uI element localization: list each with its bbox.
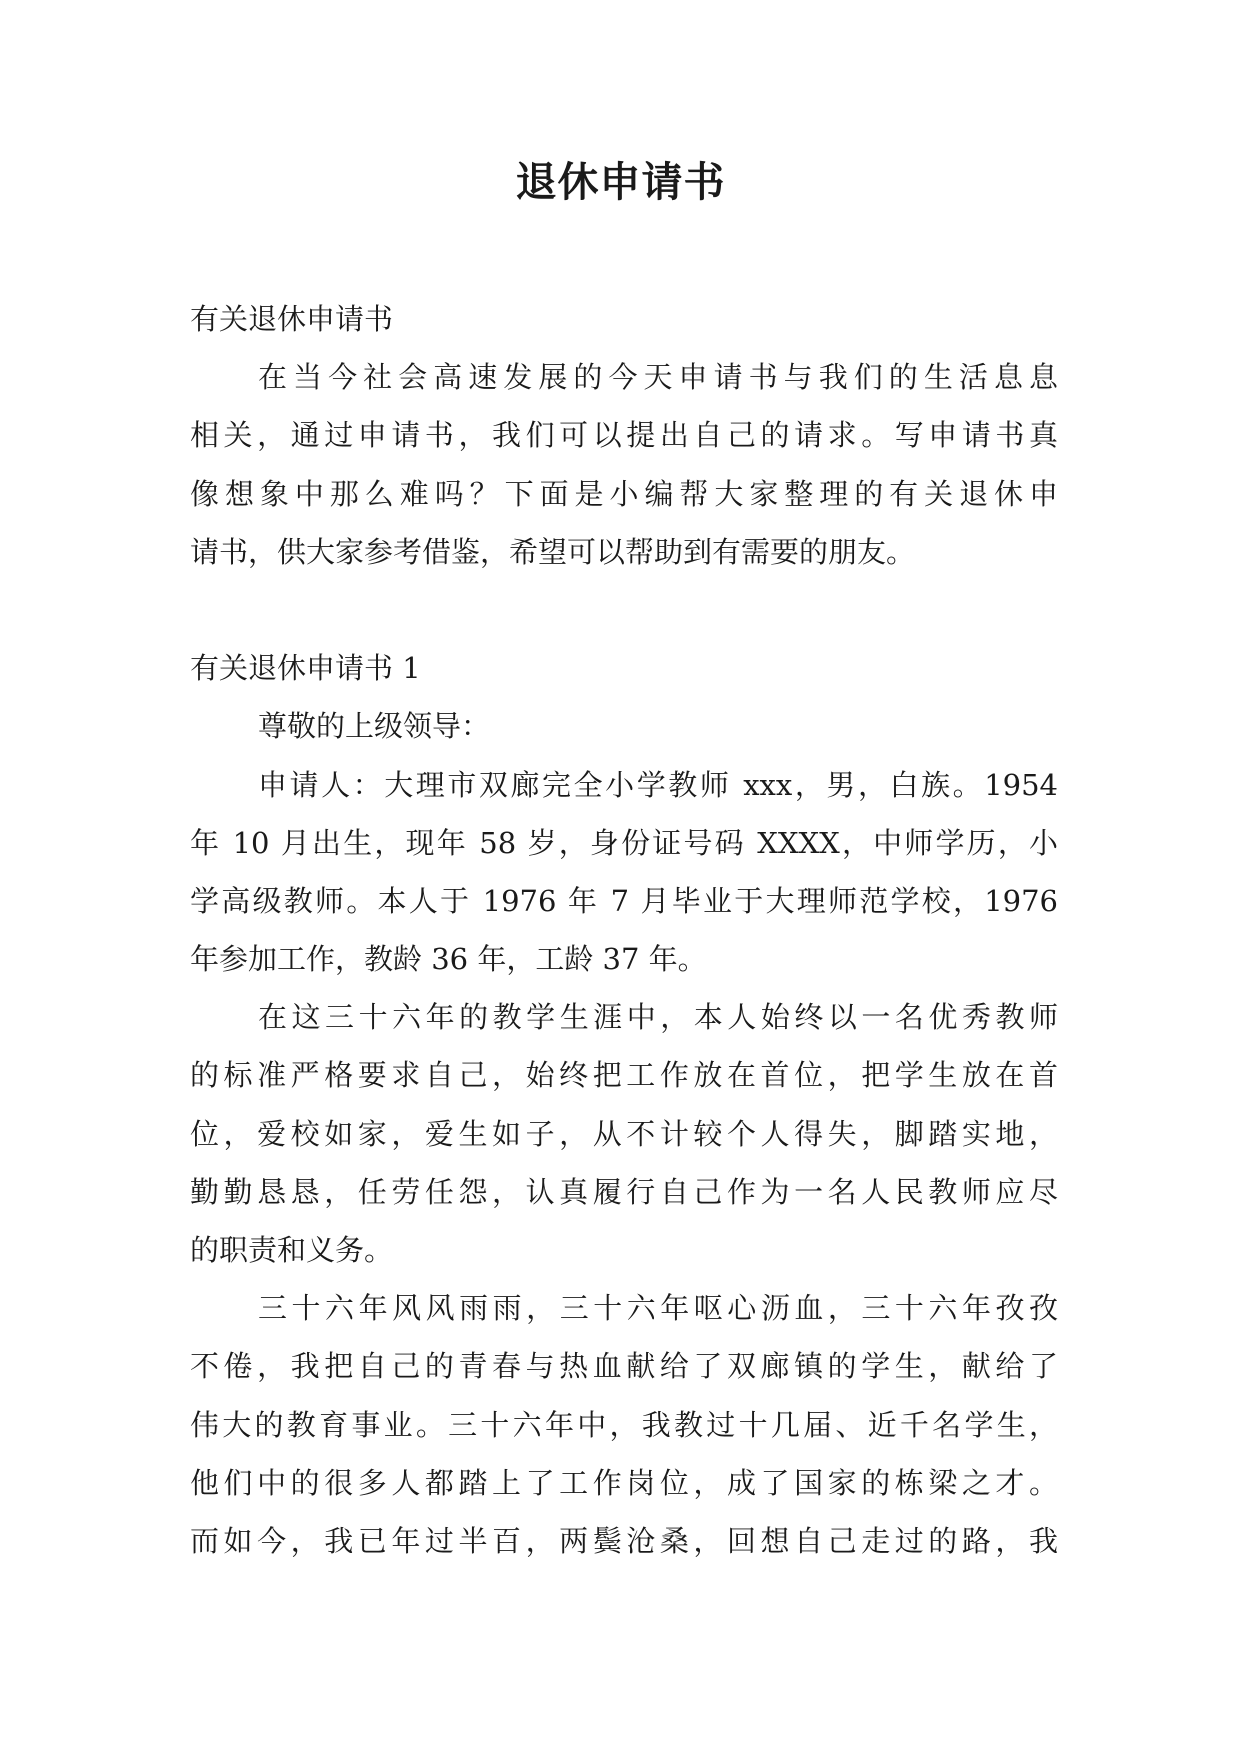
text-line: 请书，供大家参考借鉴，希望可以帮助到有需要的朋友。 xyxy=(190,534,916,569)
text-line: 不倦，我把自己的青春与热血献给了双廊镇的学生，献给了 xyxy=(190,1349,1058,1384)
text-line: 勤勤恳恳，任劳任怨，认真履行自己作为一名人民教师应尽 xyxy=(190,1174,1058,1209)
text-line: 在这三十六年的教学生涯中，本人始终以一名优秀教师 xyxy=(258,1000,1058,1035)
document-title: 退休申请书 xyxy=(515,158,726,206)
text-line: 在当今社会高速发展的今天申请书与我们的生活息息 xyxy=(258,360,1058,395)
text-line: 他们中的很多人都踏上了工作岗位，成了国家的栋梁之才。 xyxy=(190,1465,1058,1500)
text-line: 年 10 月出生，现年 58 岁，身份证号码 XXXX，中师学历，小 xyxy=(190,825,1058,860)
text-line: 相关，通过申请书，我们可以提出自己的请求。写申请书真 xyxy=(190,418,1058,453)
text-line: 三十六年风风雨雨，三十六年呕心沥血，三十六年孜孜 xyxy=(258,1291,1058,1326)
text-line: 申请人：大理市双廊完全小学教师 xxx，男，白族。1954 xyxy=(258,767,1058,802)
document-body xyxy=(190,290,1058,1570)
text-line: 尊敬的上级领导： xyxy=(258,709,491,744)
text-line: 的标准严格要求自己，始终把工作放在首位，把学生放在首 xyxy=(190,1058,1058,1093)
text-line: 伟大的教育事业。三十六年中，我教过十几届、近千名学生， xyxy=(190,1407,1058,1442)
text-line: 像想象中那么难吗？下面是小编帮大家整理的有关退休申 xyxy=(190,476,1058,511)
text-line: 学高级教师。本人于 1976 年 7 月毕业于大理师范学校，1976 xyxy=(190,883,1058,918)
text-line: 有关退休申请书 1 xyxy=(190,651,421,686)
paragraph-gap xyxy=(190,581,1058,639)
text-line: 位，爱校如家，爱生如子，从不计较个人得失，脚踏实地， xyxy=(190,1116,1058,1151)
text-line: 而如今，我已年过半百，两鬓沧桑，回想自己走过的路，我 xyxy=(190,1523,1058,1558)
text-line: 有关退休申请书 xyxy=(190,302,394,336)
text-line: 的职责和义务。 xyxy=(190,1233,394,1267)
text-line: 年参加工作，教龄 36 年，工龄 37 年。 xyxy=(190,942,707,977)
